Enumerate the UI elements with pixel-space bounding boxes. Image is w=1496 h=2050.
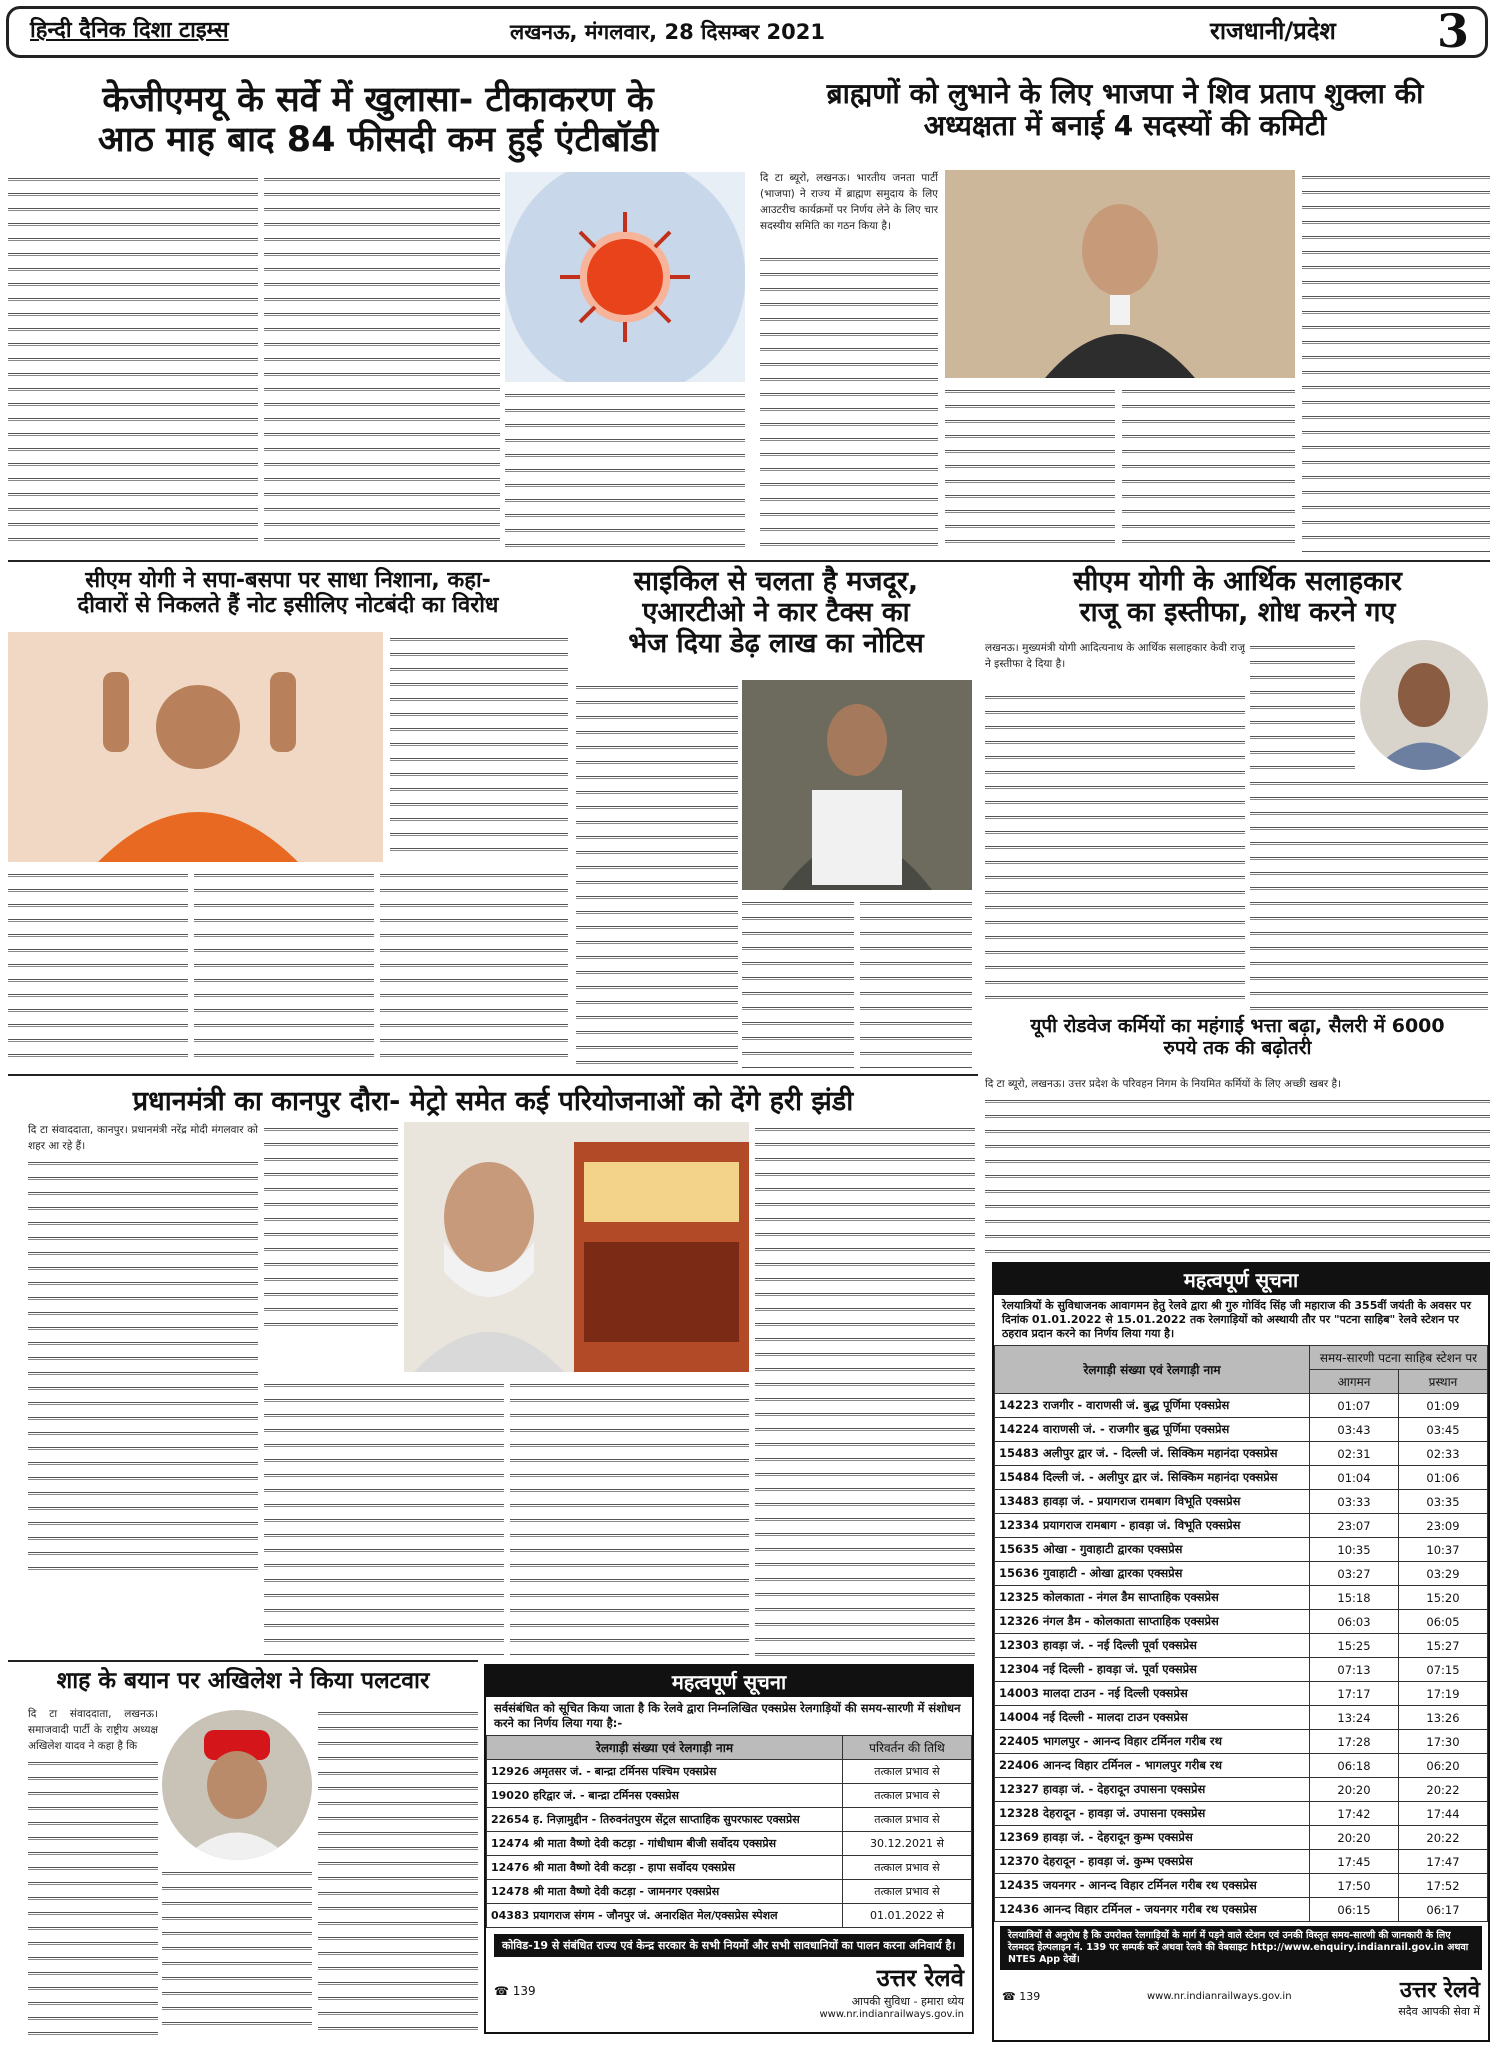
cycle-headline-line2: एआरटीओ ने कार टैक्स का xyxy=(642,597,910,629)
train-name-cell: 22654 ह. निज़ामुद्दीन - तिरुवनंतपुरम सेंट्रल साप्ताहिक सुपरफास्ट एक्सप्रेस xyxy=(487,1808,843,1832)
modi-metro-photo xyxy=(404,1122,749,1372)
row-separator-2 xyxy=(8,1074,978,1076)
roadways-headline-line1: यूपी रोडवेज कर्मियों का महंगाई भत्ता बढ़ा, सैलरी में 6000 xyxy=(1030,1015,1445,1037)
notice-small-tagline: आपकी सुविधा - हमारा ध्येय xyxy=(851,1995,964,2008)
departure-time-cell: 03:45 xyxy=(1399,1418,1488,1442)
cycle-headline-line3: भेज दिया डेढ़ लाख का नोटिस xyxy=(628,628,924,660)
raju-body-col1 xyxy=(985,690,1245,1010)
yogi-sp-body-col3 xyxy=(380,868,568,1068)
departure-time-cell: 20:22 xyxy=(1399,1826,1488,1850)
raju-body-col2-top xyxy=(1250,640,1355,770)
helpline-number: 139 xyxy=(512,1983,536,1998)
table-row xyxy=(995,1394,1488,1418)
akhilesh-lead: दि टा संवाददाता, लखनऊ। समाजवादी पार्टी के राष्ट्रीय अध्यक्ष अखिलेश यादव ने कहा है कि xyxy=(28,1708,158,1752)
page-number: 3 xyxy=(1437,4,1470,58)
kgmu-body-col3 xyxy=(505,388,745,552)
cycle-headline xyxy=(576,566,976,659)
departure-time-cell: 17:30 xyxy=(1399,1730,1488,1754)
arrival-time-cell: 17:45 xyxy=(1310,1850,1399,1874)
arrival-time-cell: 06:18 xyxy=(1310,1754,1399,1778)
roadways-body xyxy=(985,1094,1490,1254)
modi-metro-illustration xyxy=(404,1122,749,1372)
kgmu-body-col2 xyxy=(264,172,500,552)
notice-small-website: www.nr.indianrailways.gov.in xyxy=(819,2009,964,2020)
train-name-cell: 12436 आनन्द विहार टर्मिनल - जयनगर गरीब रथ एक्सप्रेस xyxy=(995,1898,1310,1922)
virus-illustration xyxy=(505,172,745,382)
akhilesh-body-col1 xyxy=(28,1756,158,2036)
kgmu-headline-line1: केजीएमयू के सर्वे में खुलासा- टीकाकरण के xyxy=(102,80,654,120)
table-row xyxy=(995,1490,1488,1514)
train-name-cell: 13483 हावड़ा जं. - प्रयागराज रामबाग विभूति एक्सप्रेस xyxy=(995,1490,1310,1514)
table-row xyxy=(487,1760,972,1784)
notice-big-brand: उत्तर रेलवे xyxy=(1399,1978,1480,2003)
date-line: लखनऊ, मंगलवार, 28 दिसम्बर 2021 xyxy=(510,20,825,44)
arrival-time-cell: 02:31 xyxy=(1310,1442,1399,1466)
table-row xyxy=(995,1514,1488,1538)
table-row xyxy=(995,1466,1488,1490)
train-name-cell: 12326 नंगल डैम - कोलकाता साप्ताहिक एक्सप्रेस xyxy=(995,1610,1310,1634)
train-name-cell: 15635 ओखा - गुवाहाटी द्वारका एक्सप्रेस xyxy=(995,1538,1310,1562)
train-name-cell: 12369 हावड़ा जं. - देहरादून कुम्भ एक्सप्रेस xyxy=(995,1826,1310,1850)
col-date-header: परिवर्तन की तिथि xyxy=(843,1736,972,1760)
train-name-cell: 22405 भागलपुर - आनन्द विहार टर्मिनल गरीब रथ xyxy=(995,1730,1310,1754)
railway-notice-big xyxy=(992,1262,1490,2042)
brahmin-headline-line1: ब्राह्मणों को लुभाने के लिए भाजपा ने शिव प्रताप शुक्ला की xyxy=(826,77,1424,110)
akhilesh-body-col2 xyxy=(162,1866,312,2036)
arrival-time-cell: 17:50 xyxy=(1310,1874,1399,1898)
notice-big-table-header xyxy=(995,1346,1488,1370)
railway-notice-small xyxy=(484,1664,974,2034)
departure-time-cell: 17:19 xyxy=(1399,1682,1488,1706)
arrival-time-cell: 17:42 xyxy=(1310,1802,1399,1826)
notice-small-title: महत्वपूर्ण सूचना xyxy=(486,1666,972,1697)
train-name-cell: 12325 कोलकाता - नंगल डैम साप्ताहिक एक्सप्रेस xyxy=(995,1586,1310,1610)
arrival-time-cell: 10:35 xyxy=(1310,1538,1399,1562)
col-arrival-header: आगमन xyxy=(1310,1370,1399,1394)
yogi-sp-headline xyxy=(8,568,568,619)
notice-big-footer: रेलयात्रियों से अनुरोध है कि उपरोक्त रेलगाड़ियों के मार्ग में पड़ने वाले स्टेशन एवं उनकी विस्तृत समय-सारणी की जानकारी के लिए रेलमदद हेल्पलाइन नं. 139 पर सम्पर्क करें अथवा रेलवे की वेबसाइट http://www.enquiry.indianrail.gov.in अथवा NTES App देखें। xyxy=(1000,1926,1482,1970)
raju-photo xyxy=(1360,640,1488,770)
train-name-cell: 14224 वाराणसी जं. - राजगीर बुद्ध पूर्णिमा एक्सप्रेस xyxy=(995,1418,1310,1442)
train-name-cell: 12327 हावड़ा जं. - देहरादून उपासना एक्सप्रेस xyxy=(995,1778,1310,1802)
pm-headline: प्रधानमंत्री का कानपुर दौरा- मेट्रो समेत कई परियोजनाओं को देंगे हरी झंडी xyxy=(132,1086,854,1117)
arrival-time-cell: 01:04 xyxy=(1310,1466,1399,1490)
akhilesh-body-col3 xyxy=(318,1706,478,2036)
table-row xyxy=(995,1826,1488,1850)
pm-body-col3 xyxy=(510,1378,749,1656)
arrival-time-cell: 03:43 xyxy=(1310,1418,1399,1442)
table-row xyxy=(487,1880,972,1904)
table-row xyxy=(995,1610,1488,1634)
raju-illustration xyxy=(1360,640,1488,770)
portrait-illustration xyxy=(945,170,1295,378)
departure-time-cell: 17:44 xyxy=(1399,1802,1488,1826)
departure-time-cell: 06:17 xyxy=(1399,1898,1488,1922)
train-name-cell: 15636 गुवाहाटी - ओखा द्वारका एक्सप्रेस xyxy=(995,1562,1310,1586)
table-row xyxy=(995,1898,1488,1922)
col-time-header: समय-सारणी पटना साहिब स्टेशन पर xyxy=(1310,1346,1488,1370)
departure-time-cell: 17:52 xyxy=(1399,1874,1488,1898)
kgmu-headline-line2: आठ माह बाद 84 फीसदी कम हुई एंटीबॉडी xyxy=(97,120,659,161)
arrival-time-cell: 20:20 xyxy=(1310,1826,1399,1850)
train-name-cell: 12370 देहरादून - हावड़ा जं. कुम्भ एक्सप्रेस xyxy=(995,1850,1310,1874)
arrival-time-cell: 15:25 xyxy=(1310,1634,1399,1658)
table-row xyxy=(995,1538,1488,1562)
arrival-time-cell: 01:07 xyxy=(1310,1394,1399,1418)
change-date-cell: 01.01.2022 से xyxy=(843,1904,972,1928)
notice-small-table xyxy=(486,1735,972,1928)
notice-small-footer: कोविड-19 से संबंधित राज्य एवं केन्द्र सरकार के सभी नियमों और सभी सावधानियों का पालन करना अनिवार्य है। xyxy=(494,1934,964,1957)
col-train-header: रेलगाड़ी संख्या एवं रेलगाड़ी नाम xyxy=(995,1346,1310,1394)
table-row xyxy=(995,1442,1488,1466)
change-date-cell: 30.12.2021 से xyxy=(843,1832,972,1856)
row-separator-3 xyxy=(8,1660,478,1662)
train-name-cell: 12435 जयनगर - आनन्द विहार टर्मिनल गरीब रथ एक्सप्रेस xyxy=(995,1874,1310,1898)
pm-body-col2-top xyxy=(264,1122,398,1332)
table-row xyxy=(995,1730,1488,1754)
brahmin-body-col2 xyxy=(945,384,1115,552)
arrival-time-cell: 06:15 xyxy=(1310,1898,1399,1922)
cycle-body-col2 xyxy=(742,896,854,1068)
arrival-time-cell: 15:18 xyxy=(1310,1586,1399,1610)
train-name-cell: 04383 प्रयागराज संगम - जौनपुर जं. अनारक्षित मेल/एक्सप्रेस स्पेशल xyxy=(487,1904,843,1928)
raju-headline-line2: राजू का इस्तीफा, शोध करने गए xyxy=(1079,597,1396,629)
arrival-time-cell: 13:24 xyxy=(1310,1706,1399,1730)
train-name-cell: 15483 अलीपुर द्वार जं. - दिल्ली जं. सिक्किम महानंदा एक्सप्रेस xyxy=(995,1442,1310,1466)
arrival-time-cell: 20:20 xyxy=(1310,1778,1399,1802)
pm-lead: दि टा संवाददाता, कानपुर। प्रधानमंत्री नरेंद्र मोदी मंगलवार को शहर आ रहे हैं। xyxy=(28,1124,258,1152)
table-row xyxy=(995,1682,1488,1706)
arrival-time-cell: 23:07 xyxy=(1310,1514,1399,1538)
departure-time-cell: 02:33 xyxy=(1399,1442,1488,1466)
yogi-sp-headline-line1: सीएम योगी ने सपा-बसपा पर साधा निशाना, कहा- xyxy=(85,568,491,593)
table-row xyxy=(487,1784,972,1808)
brahmin-headline xyxy=(760,78,1490,142)
col-departure-header: प्रस्थान xyxy=(1399,1370,1488,1394)
departure-time-cell: 03:29 xyxy=(1399,1562,1488,1586)
coronavirus-image xyxy=(505,172,745,382)
table-row xyxy=(995,1562,1488,1586)
change-date-cell: तत्काल प्रभाव से xyxy=(843,1880,972,1904)
table-row xyxy=(995,1874,1488,1898)
train-name-cell: 19020 हरिद्वार जं. - बान्द्रा टर्मिनस एक्सप्रेस xyxy=(487,1784,843,1808)
departure-time-cell: 10:37 xyxy=(1399,1538,1488,1562)
train-name-cell: 12478 श्री माता वैष्णो देवी कटड़ा - जामनगर एक्सप्रेस xyxy=(487,1880,843,1904)
table-row xyxy=(995,1778,1488,1802)
departure-time-cell: 06:05 xyxy=(1399,1610,1488,1634)
train-name-cell: 15484 दिल्ली जं. - अलीपुर द्वार जं. सिक्किम महानंदा एक्सप्रेस xyxy=(995,1466,1310,1490)
akhilesh-headline: शाह के बयान पर अखिलेश ने किया पलटवार xyxy=(56,1668,430,1694)
notice-big-title: महत्वपूर्ण सूचना xyxy=(994,1264,1488,1295)
brahmin-body-col4 xyxy=(1302,170,1490,552)
raju-body-col2 xyxy=(1250,776,1488,1010)
pm-body-col4 xyxy=(755,1122,975,1656)
train-name-cell: 12476 श्री माता वैष्णो देवी कटड़ा - हापा सर्वोदय एक्सप्रेस xyxy=(487,1856,843,1880)
departure-time-cell: 15:27 xyxy=(1399,1634,1488,1658)
notice-big-table xyxy=(994,1345,1488,1922)
train-name-cell: 12334 प्रयागराज रामबाग - हावड़ा जं. विभूति एक्सप्रेस xyxy=(995,1514,1310,1538)
notice-big-tagline: सदैव आपकी सेवा में xyxy=(1398,2005,1480,2018)
kgmu-headline xyxy=(8,80,748,161)
labourer-illustration xyxy=(742,680,972,890)
pm-body-col1 xyxy=(28,1156,258,1576)
arrival-time-cell: 03:27 xyxy=(1310,1562,1399,1586)
train-name-cell: 14003 मालदा टाउन - नई दिल्ली एक्सप्रेस xyxy=(995,1682,1310,1706)
yogi-sp-headline-line2: दीवारों से निकलते हैं नोट इसीलिए नोटबंदी का विरोध xyxy=(77,593,499,619)
departure-time-cell: 07:15 xyxy=(1399,1658,1488,1682)
departure-time-cell: 20:22 xyxy=(1399,1778,1488,1802)
akhilesh-yadav-photo xyxy=(162,1710,312,1860)
table-row xyxy=(487,1904,972,1928)
notice-small-helpline: ☎ 139 xyxy=(494,1983,536,1998)
cycle-body-col1 xyxy=(576,680,738,1068)
arrival-time-cell: 03:33 xyxy=(1310,1490,1399,1514)
table-row xyxy=(995,1418,1488,1442)
brahmin-headline-line2: अध्यक्षता में बनाई 4 सदस्यों की कमिटी xyxy=(923,109,1327,143)
departure-time-cell: 01:06 xyxy=(1399,1466,1488,1490)
notice-big-intro: रेलयात्रियों के सुविधाजनक आवागमन हेतु रेलवे द्वारा श्री गुरु गोविंद सिंह जी महाराज की 355वीं जयंती के अवसर पर दिनांक 01.01.2022 से 15.01.2022 तक रेलगाड़ियों को अस्थायी तौर पर "पटना साहिब" रेलवे स्टेशन पर ठहराव प्रदान करने का निर्णय लिया गया है। xyxy=(1002,1299,1471,1340)
departure-time-cell: 17:47 xyxy=(1399,1850,1488,1874)
train-name-cell: 12474 श्री माता वैष्णो देवी कटड़ा - गांधीधाम बीजी सर्वोदय एक्सप्रेस xyxy=(487,1832,843,1856)
table-row xyxy=(995,1634,1488,1658)
paper-name: हिन्दी दैनिक दिशा टाइम्स xyxy=(30,18,229,43)
yogi-adityanath-photo xyxy=(8,632,383,862)
change-date-cell: तत्काल प्रभाव से xyxy=(843,1760,972,1784)
train-name-cell: 22406 आनन्द विहार टर्मिनल - भागलपुर गरीब रथ xyxy=(995,1754,1310,1778)
brahmin-body-col3 xyxy=(1122,384,1295,552)
table-row xyxy=(487,1832,972,1856)
roadways-lead: दि टा ब्यूरो, लखनऊ। उत्तर प्रदेश के परिवहन निगम के नियमित कर्मियों के लिए अच्छी खबर है। xyxy=(985,1078,1342,1090)
change-date-cell: तत्काल प्रभाव से xyxy=(843,1808,972,1832)
roadways-headline xyxy=(985,1016,1490,1060)
arrival-time-cell: 06:03 xyxy=(1310,1610,1399,1634)
train-name-cell: 12328 देहरादून - हावड़ा जं. उपासना एक्सप्रेस xyxy=(995,1802,1310,1826)
departure-time-cell: 03:35 xyxy=(1399,1490,1488,1514)
table-row xyxy=(995,1754,1488,1778)
notice-big-helpline: ☎ 139 xyxy=(1002,1990,1041,2003)
cycle-body-col3 xyxy=(860,896,972,1068)
train-name-cell: 12926 अमृतसर जं. - बान्द्रा टर्मिनस पश्चिम एक्सप्रेस xyxy=(487,1760,843,1784)
arrival-time-cell: 17:17 xyxy=(1310,1682,1399,1706)
departure-time-cell: 06:20 xyxy=(1399,1754,1488,1778)
departure-time-cell: 15:20 xyxy=(1399,1586,1488,1610)
table-row xyxy=(995,1706,1488,1730)
yogi-sp-body-col1 xyxy=(8,868,188,1068)
departure-time-cell: 23:09 xyxy=(1399,1514,1488,1538)
row-separator-1 xyxy=(8,560,1490,562)
change-date-cell: तत्काल प्रभाव से xyxy=(843,1856,972,1880)
table-row xyxy=(995,1802,1488,1826)
train-name-cell: 12304 नई दिल्ली - हावड़ा जं. पूर्वा एक्सप्रेस xyxy=(995,1658,1310,1682)
departure-time-cell: 13:26 xyxy=(1399,1706,1488,1730)
arrival-time-cell: 07:13 xyxy=(1310,1658,1399,1682)
shiv-pratap-shukla-photo xyxy=(945,170,1295,378)
train-name-cell: 14004 नई दिल्ली - मालदा टाउन एक्सप्रेस xyxy=(995,1706,1310,1730)
table-row xyxy=(995,1658,1488,1682)
brahmin-lead: दि टा ब्यूरो, लखनऊ। भारतीय जनता पार्टी (भाजपा) ने राज्य में ब्राह्मण समुदाय के लिए आउटरीच कार्यक्रमों पर निर्णय लेने के लिए चार सदस्यीय समिति का गठन किया है। xyxy=(760,172,938,232)
train-name-cell: 14223 राजगीर - वाराणसी जं. बुद्ध पूर्णिमा एक्सप्रेस xyxy=(995,1394,1310,1418)
roadways-headline-line2: रुपये तक की बढ़ोतरी xyxy=(1163,1036,1312,1059)
raju-headline xyxy=(985,566,1490,628)
brahmin-body-col1 xyxy=(760,252,938,552)
kgmu-body-col1 xyxy=(8,172,258,552)
helpline-number: 139 xyxy=(1019,1990,1041,2003)
labourer-notice-photo xyxy=(742,680,972,890)
notice-small-intro: सर्वसंबंधित को सूचित किया जाता है कि रेलवे द्वारा निम्नलिखित एक्सप्रेस रेलगाड़ियों की समय-सारणी में संशोधन करने का निर्णय लिया गया है:- xyxy=(494,1701,961,1730)
table-row xyxy=(995,1850,1488,1874)
notice-big-website: www.nr.indianrailways.gov.in xyxy=(1147,1991,1292,2002)
yogi-sp-body-col2 xyxy=(194,868,374,1068)
col-train-header: रेलगाड़ी संख्या एवं रेलगाड़ी नाम xyxy=(487,1736,843,1760)
pm-body-col2 xyxy=(264,1378,504,1656)
section-label: राजधानी/प्रदेश xyxy=(1210,17,1336,45)
raju-lead: लखनऊ। मुख्यमंत्री योगी आदित्यनाथ के आर्थिक सलाहकार केवी राजू ने इस्तीफा दे दिया है। xyxy=(985,642,1245,670)
notice-small-brand: उत्तर रेलवे xyxy=(876,1964,964,1992)
notice-small-table-header xyxy=(487,1736,972,1760)
departure-time-cell: 01:09 xyxy=(1399,1394,1488,1418)
table-row xyxy=(487,1808,972,1832)
arrival-time-cell: 17:28 xyxy=(1310,1730,1399,1754)
akhilesh-illustration xyxy=(162,1710,312,1860)
change-date-cell: तत्काल प्रभाव से xyxy=(843,1784,972,1808)
table-row xyxy=(487,1856,972,1880)
table-row xyxy=(995,1586,1488,1610)
cycle-headline-line1: साइकिल से चलता है मजदूर, xyxy=(633,566,919,597)
train-name-cell: 12303 हावड़ा जं. - नई दिल्ली पूर्वा एक्सप्रेस xyxy=(995,1634,1310,1658)
yogi-illustration xyxy=(8,632,383,862)
yogi-sp-body-col-right xyxy=(390,632,568,862)
raju-headline-line1: सीएम योगी के आर्थिक सलाहकार xyxy=(1073,566,1402,597)
